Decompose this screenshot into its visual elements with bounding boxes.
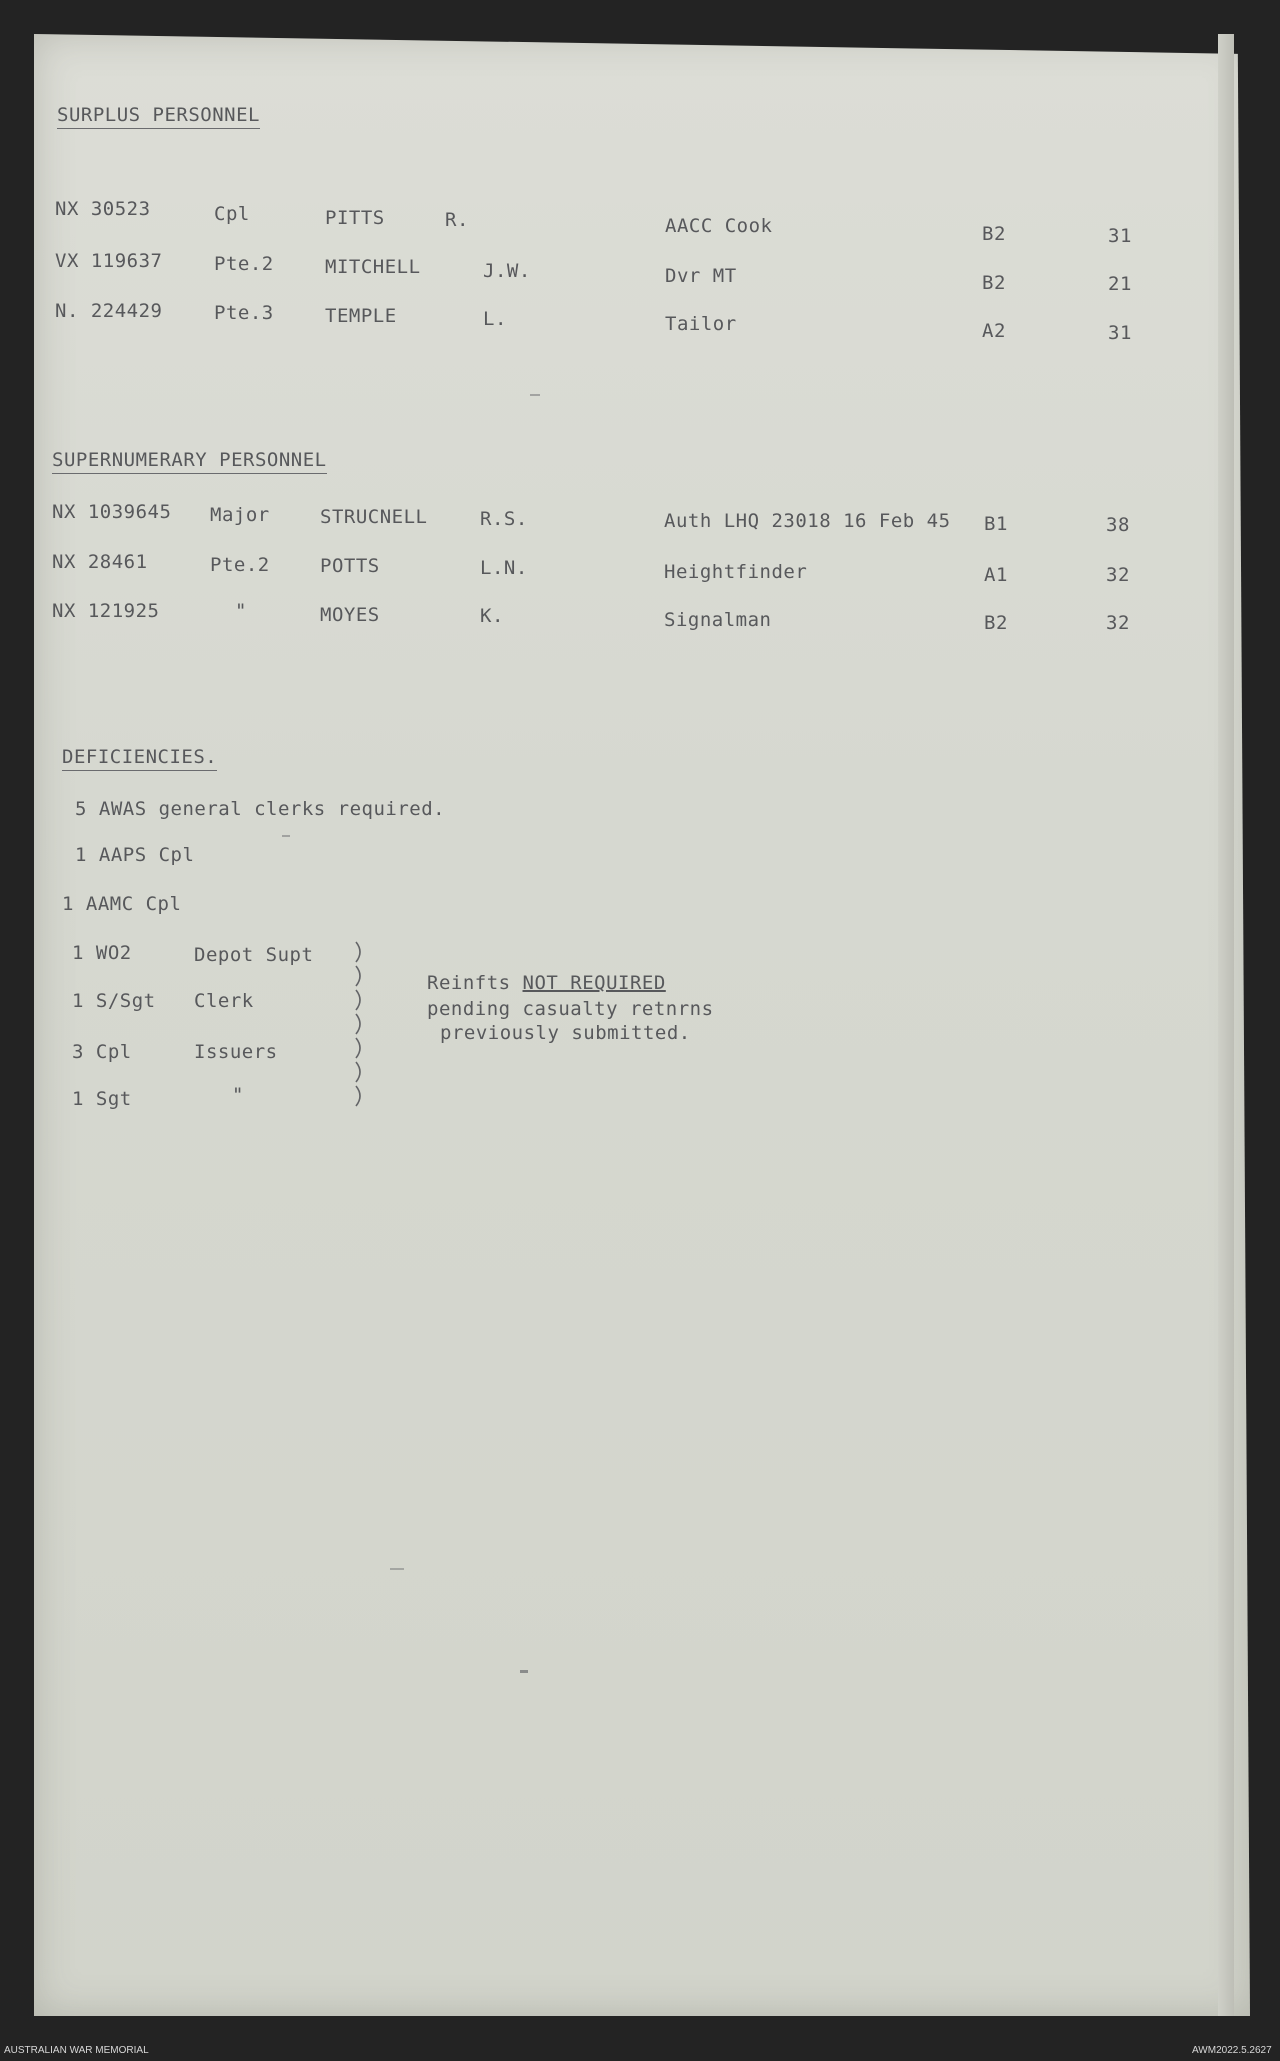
service-number: VX 119637	[55, 250, 163, 272]
service-number: NX 1039645	[52, 501, 172, 523]
age: 31	[1108, 322, 1132, 344]
stray-mark	[520, 1670, 528, 1673]
stray-mark	[530, 394, 540, 396]
service-number: NX 121925	[52, 600, 160, 622]
surname: MITCHELL	[325, 256, 421, 278]
qty-rank: 3 Cpl	[72, 1041, 132, 1063]
role: Tailor	[665, 313, 737, 335]
role: AACC Cook	[665, 215, 773, 237]
service-number: NX 30523	[55, 198, 151, 220]
initials: K.	[480, 605, 504, 627]
supernumerary-heading: SUPERNUMERARY PERSONNEL	[52, 451, 327, 474]
deficiency-role: Issuers	[194, 1041, 278, 1063]
grade: B1	[984, 513, 1008, 535]
surname: TEMPLE	[325, 305, 397, 327]
grade: B2	[982, 223, 1006, 245]
qty-rank: 1 WO2	[72, 942, 132, 964]
footer-credit: AUSTRALIAN WAR MEMORIAL	[4, 2045, 149, 2056]
deficiency-line: 5 AWAS general clerks required.	[75, 798, 446, 820]
deficiency-line: 1 AAPS Cpl	[75, 844, 195, 866]
deficiencies-heading: DEFICIENCIES.	[62, 748, 217, 771]
initials: L.	[483, 308, 507, 330]
note-prefix: Reinfts	[427, 972, 523, 994]
initials: R.	[445, 209, 469, 231]
surname: MOYES	[320, 604, 380, 626]
initials: L.N.	[480, 557, 528, 579]
rank: Major	[210, 504, 270, 526]
deficiency-line: 1 AAMC Cpl	[62, 893, 182, 915]
surplus-heading: SURPLUS PERSONNEL	[57, 106, 260, 129]
note-line-2: pending casualty retnrns	[427, 998, 714, 1020]
service-number: NX 28461	[52, 551, 148, 573]
qty-rank: 1 S/Sgt	[72, 990, 156, 1012]
surname: STRUCNELL	[320, 506, 428, 528]
rank: Pte.3	[214, 302, 274, 324]
grade: B2	[984, 612, 1008, 634]
sheet-edge	[1218, 34, 1234, 2016]
age: 38	[1106, 514, 1130, 536]
role: Dvr MT	[665, 265, 737, 287]
rank: "	[235, 600, 247, 622]
role: Auth LHQ 23018 16 Feb 45	[664, 510, 951, 532]
age: 32	[1106, 564, 1130, 586]
role: Signalman	[664, 609, 772, 631]
age: 21	[1108, 273, 1132, 295]
grade: B2	[982, 272, 1006, 294]
deficiency-role: Clerk	[194, 990, 254, 1012]
qty-rank: 1 Sgt	[72, 1088, 132, 1110]
role: Heightfinder	[664, 561, 808, 583]
surname: POTTS	[320, 555, 380, 577]
rank: Pte.2	[210, 554, 270, 576]
grade: A2	[982, 320, 1006, 342]
grouping-brace	[352, 940, 370, 1112]
age: 32	[1106, 612, 1130, 634]
service-number: N. 224429	[55, 300, 163, 322]
surname: PITTS	[325, 207, 385, 229]
initials: R.S.	[480, 508, 528, 530]
stray-mark	[282, 835, 290, 837]
grade: A1	[984, 564, 1008, 586]
footer-accession: AWM2022.5.2627	[1192, 2045, 1272, 2056]
deficiency-role: "	[232, 1084, 244, 1106]
age: 31	[1108, 225, 1132, 247]
deficiency-role: Depot Supt	[194, 944, 314, 966]
stray-mark	[390, 1568, 404, 1570]
rank: Pte.2	[214, 253, 274, 275]
initials: J.W.	[483, 260, 531, 282]
rank: Cpl	[214, 203, 250, 225]
note-emphasis: NOT REQUIRED	[522, 972, 666, 994]
note-line-3: previously submitted.	[440, 1022, 691, 1044]
note-line-1	[427, 974, 666, 993]
